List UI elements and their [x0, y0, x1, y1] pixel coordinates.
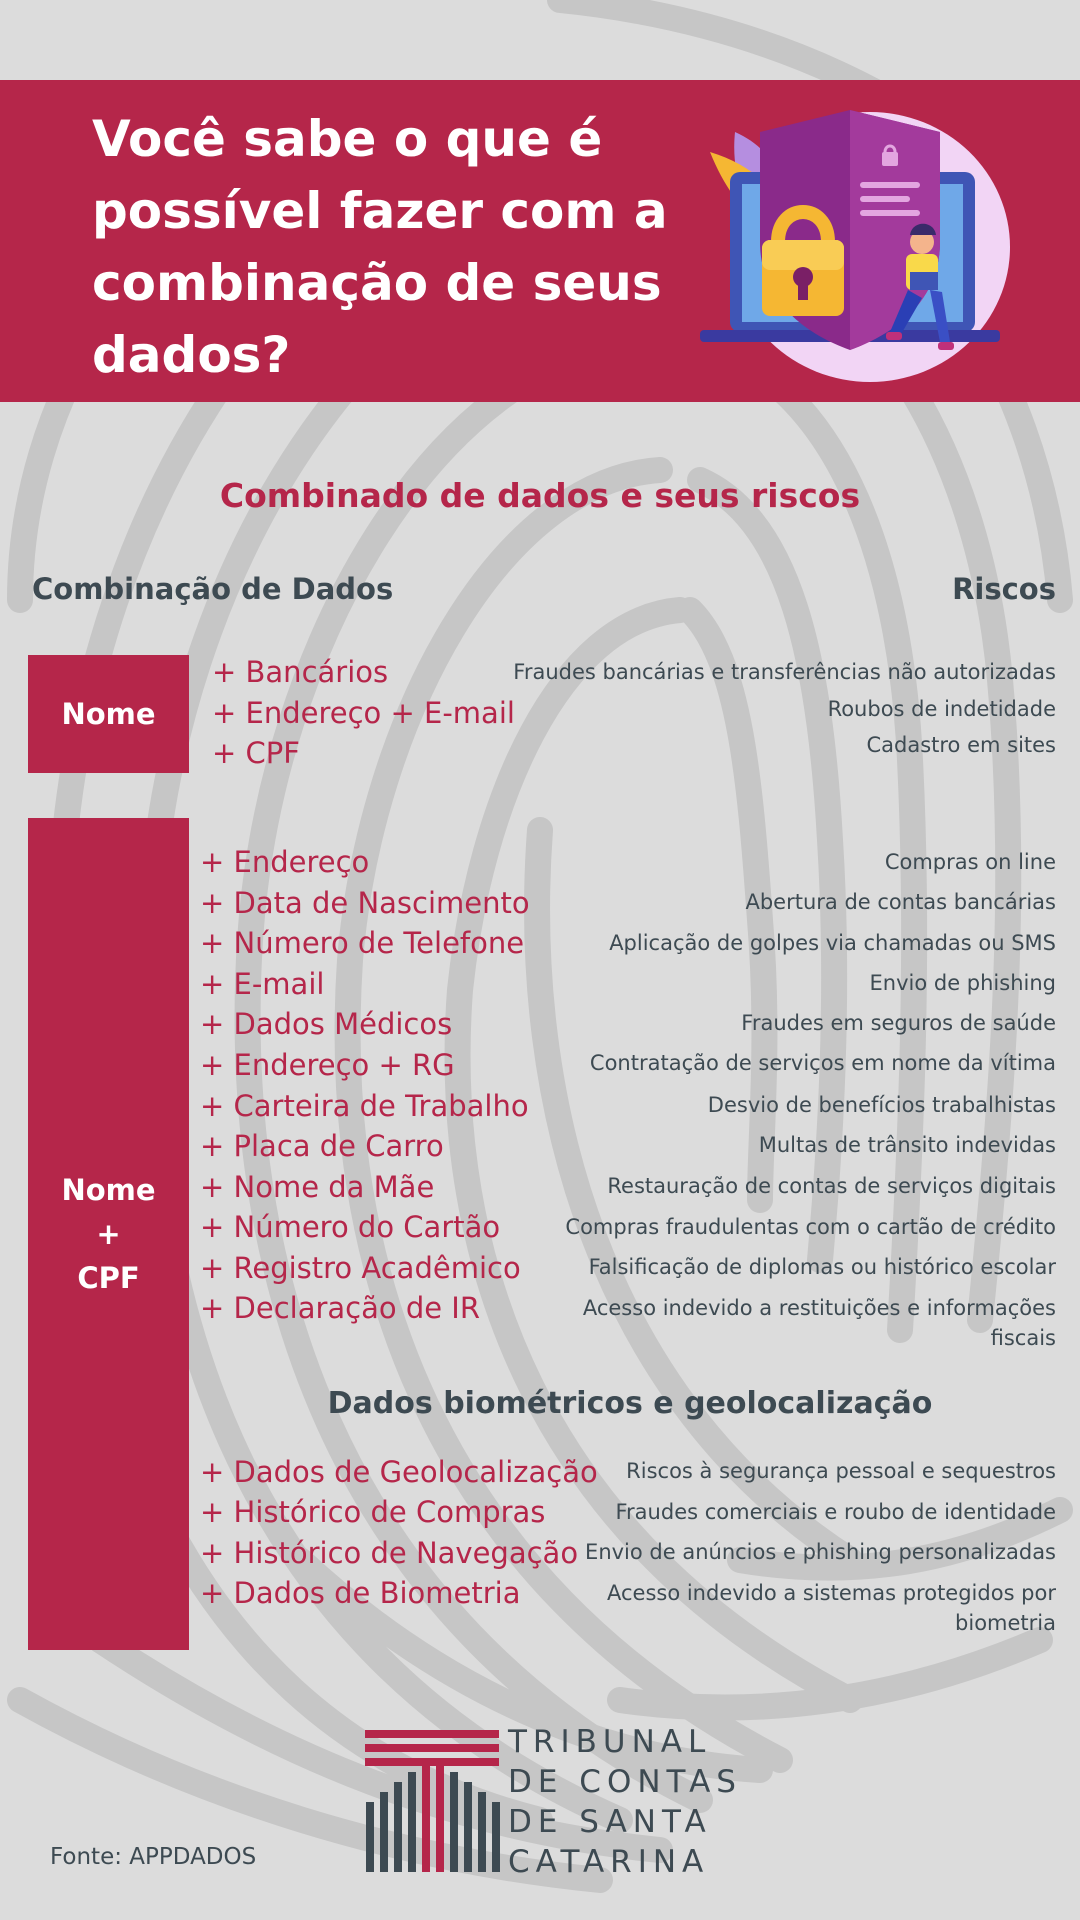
risk-item: Falsificação de diplomas ou histórico escolar [588, 1255, 1056, 1279]
risk-item: Fraudes em seguros de saúde [741, 1011, 1056, 1035]
risk-item: Envio de anúncios e phishing personalizadas [585, 1540, 1056, 1564]
security-shield-lock-illustration-icon [700, 92, 1010, 382]
list-item: + Declaração de IR [200, 1291, 481, 1325]
label-plus: + [96, 1217, 121, 1251]
column-header-risks: Riscos [952, 572, 1056, 606]
list-item: + Endereço [200, 845, 370, 879]
risk-item: Abertura de contas bancárias [745, 890, 1056, 914]
risk-item: Desvio de benefícios trabalhistas [707, 1093, 1056, 1117]
risk-item: Compras on line [884, 850, 1056, 874]
label-box-nome [28, 655, 189, 773]
column-header-data: Combinação de Dados [32, 572, 394, 606]
list-item: + Dados Médicos [200, 1007, 453, 1041]
biometric-section-title: Dados biométricos e geolocalização [327, 1386, 933, 1421]
risk-item: Aplicação de golpes via chamadas ou SMS [609, 931, 1056, 955]
list-item: + Histórico de Navegação [200, 1536, 579, 1570]
list-item: + Dados de Geolocalização [200, 1455, 598, 1489]
risk-item: Acesso indevido a sistemas protegidos por biometria [606, 1581, 1056, 1636]
list-item: + Carteira de Trabalho [200, 1089, 529, 1123]
label-nome: Nome [61, 1173, 156, 1207]
list-item: + CPF [212, 736, 300, 770]
risk-item: Envio de phishing [869, 971, 1056, 995]
list-item: + Nome da Mãe [200, 1170, 435, 1204]
list-item: + Número de Telefone [200, 926, 525, 960]
page-title: Você sabe o que é possível fazer com a combinação de seus dados? [92, 110, 668, 384]
list-item: + Histórico de Compras [200, 1495, 546, 1529]
logo-line: TRIBUNAL [508, 1724, 712, 1760]
risk-item: Cadastro em sites [866, 733, 1056, 757]
logo-line: CATARINA [508, 1844, 710, 1880]
label-nome: Nome [61, 697, 156, 731]
risk-item: Fraudes bancárias e transferências não autorizadas [513, 660, 1056, 684]
source-note: Fonte: APPDADOS [50, 1844, 257, 1870]
list-item: + Data de Nascimento [200, 886, 530, 920]
list-item: + Registro Acadêmico [200, 1251, 521, 1285]
list-item: + Placa de Carro [200, 1129, 444, 1163]
risk-item: Acesso indevido a restituições e informações fiscais [582, 1296, 1056, 1351]
list-item: + E-mail [200, 967, 325, 1001]
risk-item: Fraudes comerciais e roubo de identidade [615, 1500, 1056, 1524]
label-box-nome-cpf [28, 818, 189, 1650]
risk-item: Roubos de indetidade [827, 697, 1056, 721]
risk-item: Contratação de serviços em nome da vítima [589, 1051, 1056, 1075]
list-item: + Endereço + RG [200, 1048, 455, 1082]
risk-item: Restauração de contas de serviços digitais [607, 1174, 1056, 1198]
logo-line: DE CONTAS [508, 1764, 742, 1800]
list-item: + Endereço + E-mail [212, 696, 515, 730]
logo-wordmark [508, 1722, 742, 1882]
risk-item: Multas de trânsito indevidas [758, 1133, 1056, 1157]
list-item: + Número do Cartão [200, 1210, 501, 1244]
list-item: + Bancários [212, 655, 389, 689]
section-title: Combinado de dados e seus riscos [219, 476, 861, 515]
risk-item: Compras fraudulentas com o cartão de crédito [565, 1215, 1056, 1239]
risk-item: Riscos à segurança pessoal e sequestros [626, 1459, 1056, 1483]
list-item: + Dados de Biometria [200, 1576, 521, 1610]
logo-line: DE SANTA [508, 1804, 712, 1840]
label-cpf: CPF [77, 1261, 140, 1295]
